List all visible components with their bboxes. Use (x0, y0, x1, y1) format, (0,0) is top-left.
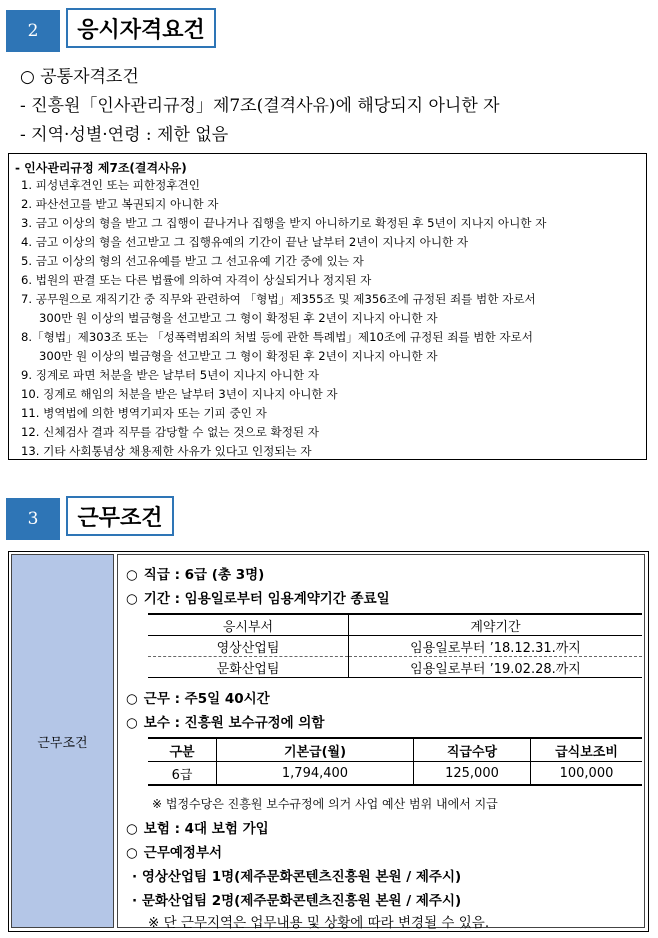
table-cell: 1,794,400 (217, 762, 414, 786)
disqualification-item-cont: 300만 원 이상의 벌금형을 선고받고 그 형이 확정된 후 2년이 지나지 아니한 자 (39, 349, 438, 363)
rank-line (126, 563, 264, 583)
section-2-number: 2 (6, 10, 60, 52)
period-text: 기간 : 임용일로부터 임용계약기간 종료일 (143, 591, 390, 607)
disqualification-item: 10. 징계로 해임의 처분을 받은 날부터 3년이 지나지 아니한 자 (21, 387, 338, 401)
pay-text: 보수 : 진흥원 보수규정에 의함 (143, 715, 325, 731)
disqualification-item: 7. 공무원으로 재직기간 중 직무와 관련하여 「형법」제355조 및 제356조에 규정된 죄를 범한 자로서 (21, 292, 536, 306)
disqualification-item-cont: 300만 원 이상의 벌금형을 선고받고 그 형이 확정된 후 2년이 지나지 아니한 자 (39, 311, 438, 325)
common-qualification-heading: ○ 공통자격조건 (20, 67, 139, 87)
section-2-title: 응시자격요건 (66, 8, 216, 48)
table-cell: 125,000 (414, 762, 531, 786)
table-cell: 영상산업팀 (148, 636, 349, 657)
disqualification-item: 6. 법원의 판결 또는 다른 법률에 의하여 자격이 상실되거나 정지된 자 (21, 273, 372, 287)
table-header: 급식보조비 (531, 738, 643, 762)
disqualification-item: 8.「형법」제303조 또는 「성폭력범죄의 처벌 등에 관한 특례법」제10조에 규정된 죄를 범한 자로서 (21, 330, 533, 344)
contract-period-table (148, 613, 642, 678)
table-cell: 임용일로부터 ’19.02.28.까지 (349, 657, 643, 678)
table-header: 계약기간 (349, 614, 643, 636)
work-conditions-content (117, 554, 645, 931)
circle-bullet: ○ (126, 567, 138, 583)
disqualification-title: - 인사관리규정 제7조(결격사유) (15, 161, 187, 175)
disqualification-item: 13. 기타 사회통념상 채용제한 사유가 있다고 인정되는 자 (21, 444, 312, 458)
period-line (126, 587, 390, 607)
disqualification-item: 1. 피성년후견인 또는 피한정후견인 (21, 178, 200, 192)
dept-item: · 문화산업팀 2명(제주문화콘텐츠진흥원 본원 / 제주시) (132, 893, 462, 909)
pay-table (148, 737, 642, 786)
disqualification-item: 5. 금고 이상의 형의 선고유예를 받고 그 선고유예 기간 중에 있는 자 (21, 254, 364, 268)
dept-item: · 영상산업팀 1명(제주문화콘텐츠진흥원 본원 / 제주시) (132, 869, 462, 885)
work-conditions-box (8, 551, 649, 932)
qualification-rule-2: - 지역·성별·연령 : 제한 없음 (20, 125, 229, 145)
table-cell: 6급 (148, 762, 217, 786)
disqualification-item: 2. 파산선고를 받고 복권되지 아니한 자 (21, 197, 219, 211)
dept-title-line (126, 841, 222, 861)
work-hours-text: 근무 : 주5일 40시간 (143, 691, 270, 707)
table-header: 구분 (148, 738, 217, 762)
circle-bullet: ○ (126, 691, 138, 707)
circle-bullet: ○ (126, 715, 138, 731)
insurance-line (126, 817, 269, 837)
circle-bullet: ○ (126, 821, 138, 837)
table-row (148, 657, 642, 678)
table-cell: 문화산업팀 (148, 657, 349, 678)
insurance-text: 보험 : 4대 보험 가입 (143, 821, 269, 837)
table-header: 직급수당 (414, 738, 531, 762)
pay-note: ※ 법정수당은 진흥원 보수규정에 의거 사업 예산 범위 내에서 지급 (152, 797, 498, 811)
qualification-rule-1: - 진흥원「인사관리규정」제7조(결격사유)에 해당되지 아니한 자 (20, 96, 500, 116)
table-row (148, 762, 642, 786)
section-3-number: 3 (6, 498, 60, 540)
dept-title-text: 근무예정부서 (143, 845, 223, 861)
disqualification-item: 4. 금고 이상의 형을 선고받고 그 집행유예의 기간이 끝난 날부터 2년이 지나지 아니한 자 (21, 235, 469, 249)
disqualification-box (8, 153, 647, 460)
rank-text: 직급 : 6급 (총 3명) (143, 567, 265, 583)
table-cell: 임용일로부터 ’18.12.31.까지 (349, 636, 643, 657)
section-3-title: 근무조건 (66, 496, 174, 536)
table-header: 기본급(월) (217, 738, 414, 762)
table-row (148, 636, 642, 657)
table-header: 응시부서 (148, 614, 349, 636)
disqualification-item: 9. 징계로 파면 처분을 받은 날부터 5년이 지나지 아니한 자 (21, 368, 319, 382)
work-conditions-label: 근무조건 (11, 554, 114, 928)
table-cell: 100,000 (531, 762, 643, 786)
work-hours-line (126, 687, 270, 707)
disqualification-item: 12. 신체검사 결과 직무를 감당할 수 없는 것으로 확정된 자 (21, 425, 319, 439)
circle-bullet: ○ (126, 591, 138, 607)
dept-note: ※ 단 근무지역은 업무내용 및 상황에 따라 변경될 수 있음. (148, 915, 490, 931)
circle-bullet: ○ (126, 845, 138, 861)
disqualification-item: 3. 금고 이상의 형을 받고 그 집행이 끝나거나 집행을 받지 아니하기로 확정된 후 5년이 지나지 아니한 자 (21, 216, 547, 230)
disqualification-item: 11. 병역법에 의한 병역기피자 또는 기피 중인 자 (21, 406, 267, 420)
pay-line (126, 711, 324, 731)
